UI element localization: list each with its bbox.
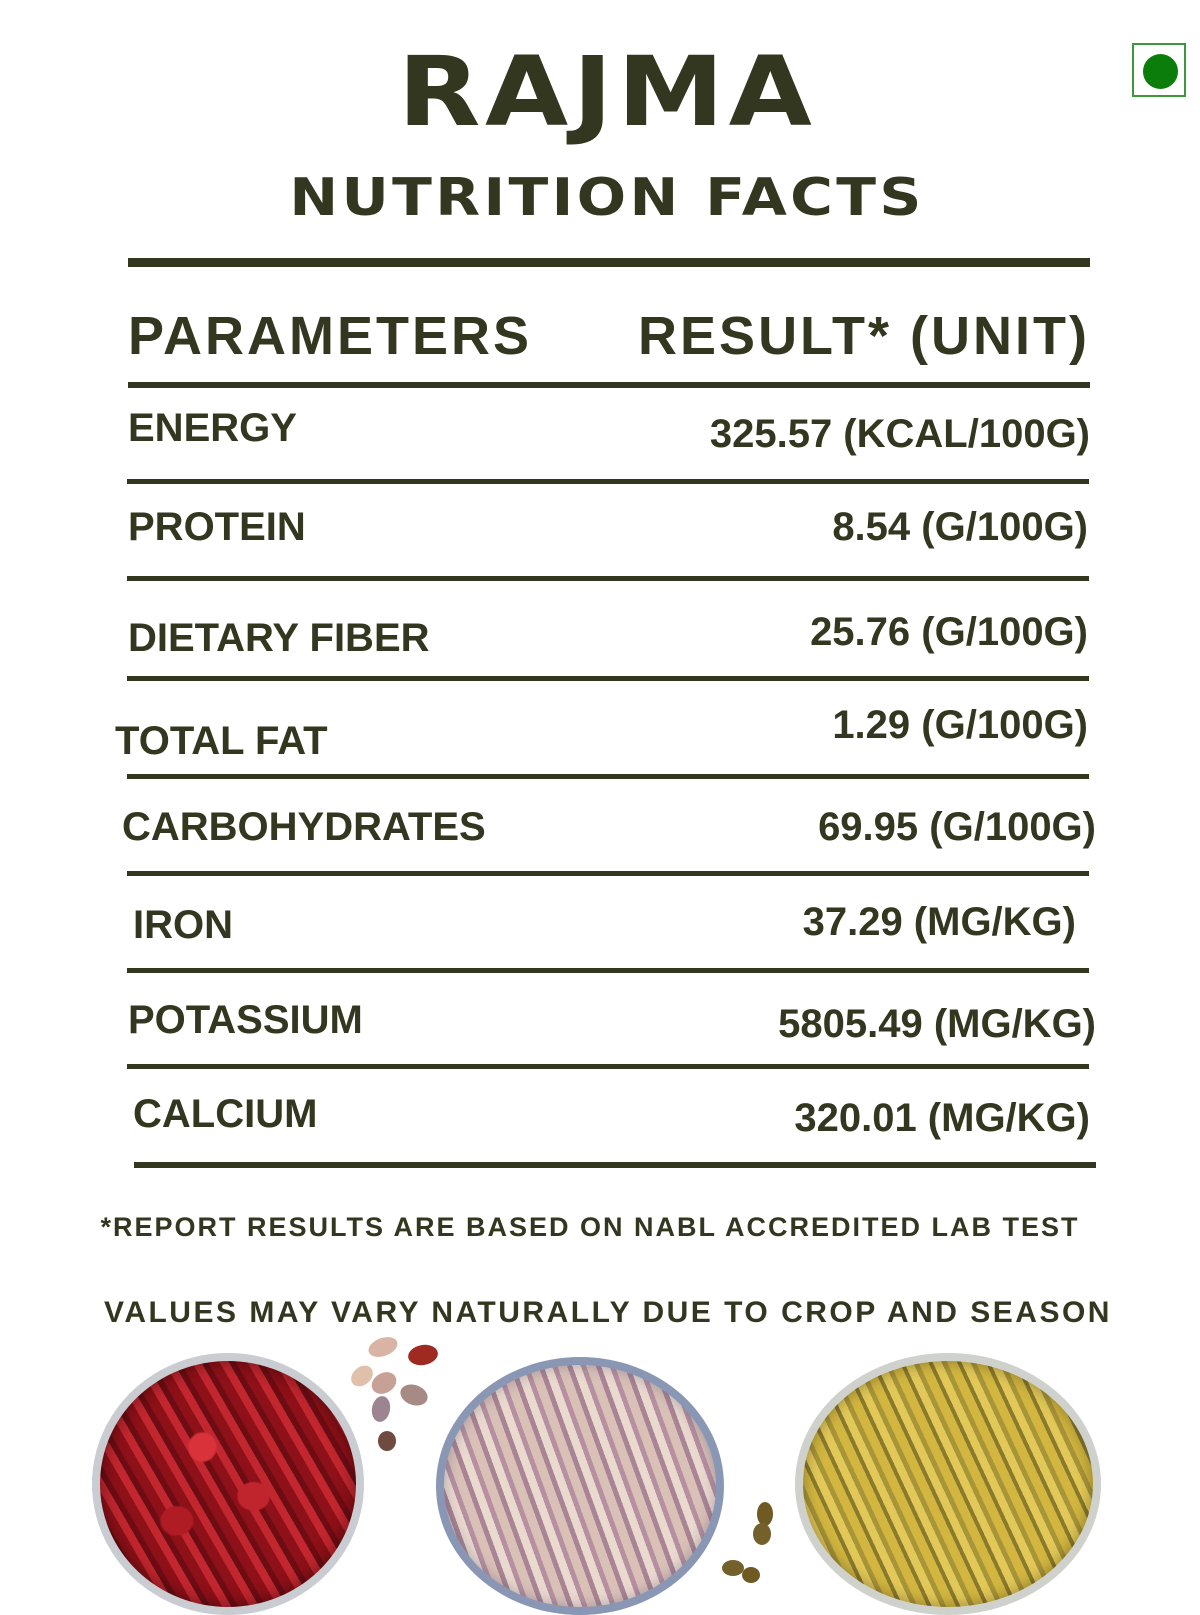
page-subtitle: NUTRITION FACTS xyxy=(289,168,925,228)
row-parameter-total-fat: TOTAL FAT xyxy=(115,719,328,763)
lab-test-note: *REPORT RESULTS ARE BASED ON NABL ACCREDITED LAB TEST xyxy=(100,1212,1080,1242)
row-parameter-protein: PROTEIN xyxy=(128,505,306,549)
row-result-calcium: 320.01 (MG/KG) xyxy=(794,1096,1090,1140)
yellow-rajma-bowl-image xyxy=(795,1353,1101,1615)
red-rajma-bowl-image xyxy=(92,1353,364,1615)
row-parameter-energy: ENERGY xyxy=(128,406,297,450)
table-bottom-divider xyxy=(134,1162,1096,1168)
row-parameter-calcium: CALCIUM xyxy=(133,1092,318,1136)
row-divider xyxy=(127,774,1089,779)
variation-note: VALUES MAY VARY NATURALLY DUE TO CROP AND SEASON xyxy=(104,1296,1112,1329)
page-title: RAJMA xyxy=(397,36,817,148)
column-header-parameters: PARAMETERS xyxy=(128,306,533,366)
row-divider xyxy=(127,871,1089,876)
row-result-iron: 37.29 (MG/KG) xyxy=(802,900,1076,944)
row-result-potassium: 5805.49 (MG/KG) xyxy=(778,1002,1096,1046)
row-result-carbohydrates: 69.95 (G/100G) xyxy=(818,805,1096,849)
header-divider xyxy=(128,382,1090,388)
row-divider xyxy=(127,479,1089,484)
row-result-energy: 325.57 (KCAL/100G) xyxy=(709,412,1090,456)
row-result-total-fat: 1.29 (G/100G) xyxy=(832,703,1088,747)
row-divider xyxy=(127,576,1089,581)
row-result-protein: 8.54 (G/100G) xyxy=(832,505,1088,549)
row-divider xyxy=(127,676,1089,681)
row-parameter-carbohydrates: CARBOHYDRATES xyxy=(122,805,486,849)
row-result-dietary-fiber: 25.76 (G/100G) xyxy=(810,610,1088,654)
row-parameter-iron: IRON xyxy=(133,903,233,947)
title-divider xyxy=(128,258,1090,267)
row-parameter-potassium: POTASSIUM xyxy=(128,998,363,1042)
column-header-result: RESULT* (UNIT) xyxy=(638,306,1090,366)
row-parameter-dietary-fiber: DIETARY FIBER xyxy=(128,616,430,660)
row-divider xyxy=(127,968,1089,973)
row-divider xyxy=(127,1064,1089,1069)
speckled-rajma-bowl-image xyxy=(436,1357,724,1615)
